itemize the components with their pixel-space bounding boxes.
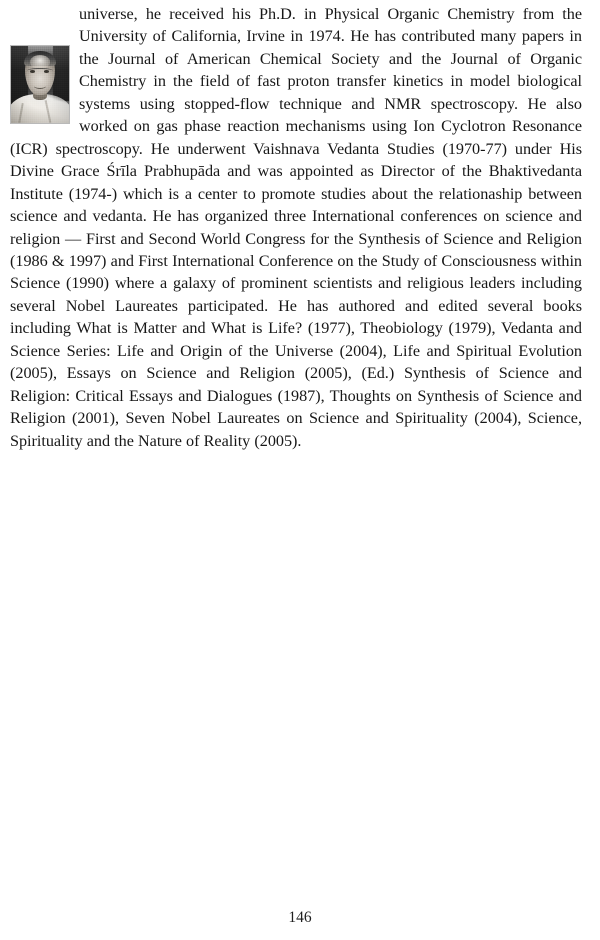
page-number: 146 bbox=[288, 909, 312, 926]
photo-vignette bbox=[11, 46, 69, 123]
portrait-photograph bbox=[10, 45, 70, 124]
portrait-figure bbox=[10, 45, 70, 124]
body-paragraph: universe, he received his Ph.D. in Physical Organic Chemistry from the University of California, Irvine in 1974. He has contributed many papers in the Journal of American Chemical Society and the Journal of Organic Chemistry in the field of fast proton transfer kinetics in model biological systems using stopped-flow technique and NMR spectroscopy. He also worked on gas phase reaction mechanisms using Ion Cyclotron Resonance (ICR) spectroscopy. He underwent Vaishnava Vedanta Studies (1970-77) under His Divine Grace Śrīla Prabhupāda and was appointed as Director of the Bhaktivedanta Institute (1974-) which is a center to promote studies about the relationaship between science and vedanta. He has organized three International conferences on science and religion — First and Second World Congress for the Synthesis of Science and Religion (1986 & 1997) and First International Conference on the Study of Consciousness within Science (1990) where a galaxy of prominent scientists and religious leaders including several Nobel Laureates participated. He has authored and edited several books including What is Matter and What is Life? (1977), Theobiology (1979), Vedanta and Science Series: Life and Origin of the Universe (2004), Life and Spiritual Evolution (2005), Essays on Science and Religion (2005), (Ed.) Synthesis of Science and Religion: Critical Essays and Dialogues (1987), Thoughts on Synthesis of Science and Religion (2001), Seven Nobel Laureates on Science and Spirituality (2004), Science, Spirituality and the Nature of Reality (2005). bbox=[10, 5, 582, 450]
text-column bbox=[10, 0, 582, 452]
